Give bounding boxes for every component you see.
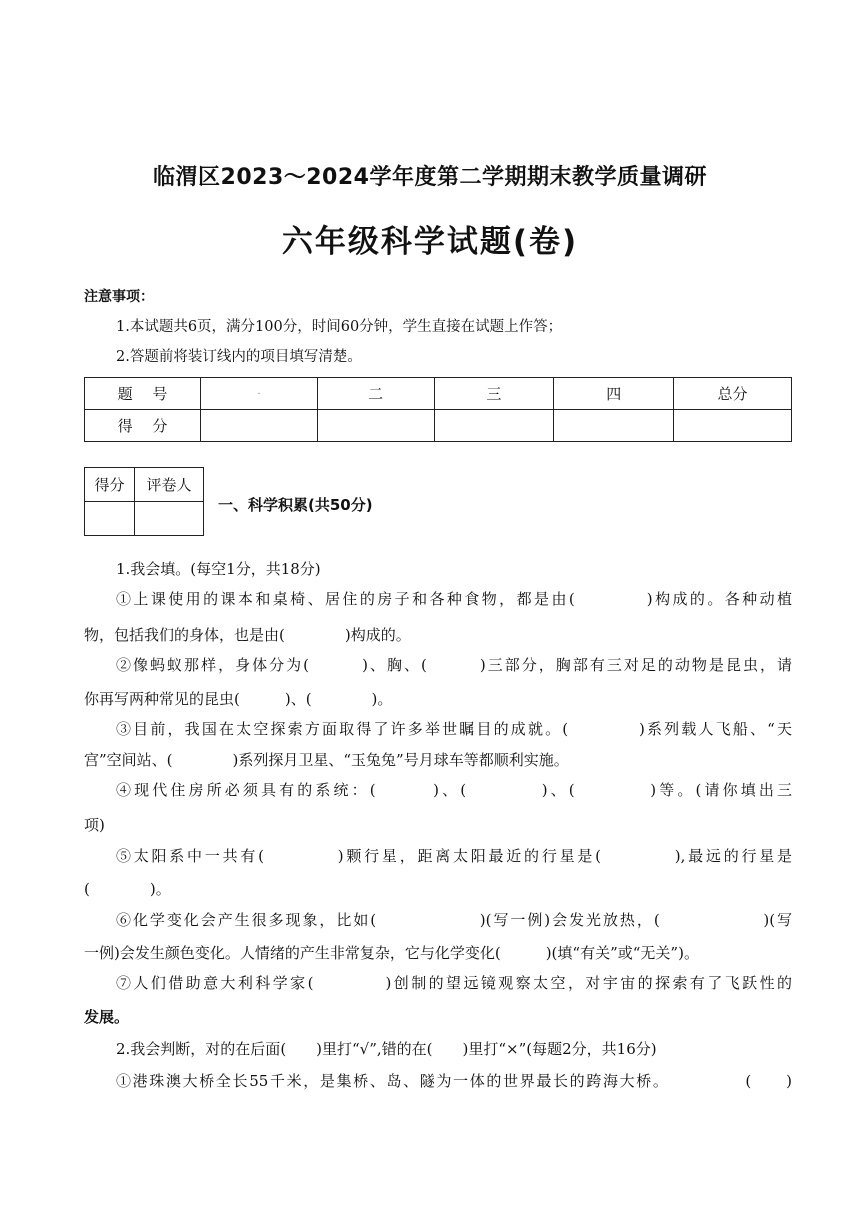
question-line: ④现代住房所必须具有的系统：( )、( )、( )等。(请你填出三 <box>116 781 792 799</box>
grader-name-label: 评卷人 <box>135 468 204 502</box>
question-line: 你再写两种常见的昆虫( )、( )。 <box>84 690 393 708</box>
notice-item: 1.本试题共6页，满分100分，时间60分钟，学生直接在试题上作答； <box>116 319 563 335</box>
score-table-score-row <box>85 410 792 442</box>
score-table-cell: 二 <box>317 378 434 410</box>
score-entry-cell[interactable] <box>674 410 792 442</box>
score-entry-cell[interactable] <box>434 410 554 442</box>
score-table-cell: - <box>201 378 318 410</box>
score-table-cell: 四 <box>554 378 674 410</box>
question-line: ①上课使用的课本和桌椅、居住的房子和各种食物，都是由( )构成的。各种动植 <box>116 590 792 608</box>
grader-table <box>84 467 204 536</box>
grader-score-label: 得分 <box>85 468 135 502</box>
question-line: ⑦人们借助意大利科学家( )创制的望远镜观察太空，对宇宙的探索有了飞跃性的 <box>116 974 792 992</box>
question-line: ②像蚂蚁那样，身体分为( )、胸、( )三部分，胸部有三对足的动物是昆虫，请 <box>116 656 792 674</box>
question-line: 发展。 <box>84 1008 130 1026</box>
question-line: 项) <box>84 816 105 834</box>
score-table-cell: 三 <box>434 378 554 410</box>
score-table-cell: 总分 <box>674 378 792 410</box>
score-entry-cell[interactable] <box>201 410 318 442</box>
question-line: 一例)会发生颜色变化。人情绪的产生非常复杂，它与化学变化( )(填“有关”或“无关”)。 <box>84 944 699 962</box>
score-table <box>84 377 792 442</box>
question-line: ⑤太阳系中一共有( )颗行星，距离太阳最近的行星是( ),最远的行星是 <box>116 847 792 865</box>
exam-title: 临渭区2023～2024学年度第二学期期末教学质量调研 <box>153 165 707 190</box>
notice-heading: 注意事项： <box>84 289 154 305</box>
question-line: ①港珠澳大桥全长55千米，是集桥、岛、隧为一体的世界最长的跨海大桥。 ( ) <box>116 1072 792 1090</box>
score-table-cell: 题 号 <box>85 378 201 410</box>
score-table-header-row <box>85 378 792 410</box>
question-line: 物，包括我们的身体，也是由( )构成的。 <box>84 626 411 644</box>
notice-item: 2.答题前将装订线内的项目填写清楚。 <box>116 349 362 365</box>
question-heading: 2.我会判断，对的在后面( )里打“√”,错的在( )里打“×”(每题2分，共16分) <box>116 1040 657 1058</box>
score-entry-cell[interactable] <box>317 410 434 442</box>
grader-name-entry[interactable] <box>135 502 204 536</box>
section-title: 一、科学积累(共50分) <box>218 496 373 514</box>
score-table-cell: 得 分 <box>85 410 201 442</box>
grader-score-entry[interactable] <box>85 502 135 536</box>
question-line: ( )。 <box>84 880 171 898</box>
question-line: 宫”空间站、( )系列探月卫星、“玉兔兔”号月球车等都顺利实施。 <box>84 751 569 769</box>
question-line: ⑥化学变化会产生很多现象，比如( )(写一例)会发光放热，( )(写 <box>116 911 792 929</box>
exam-subtitle: 六年级科学试题(卷) <box>281 224 579 260</box>
score-entry-cell[interactable] <box>554 410 674 442</box>
question-line: ③目前，我国在太空探索方面取得了许多举世瞩目的成就。( )系列载人飞船、“天 <box>116 720 792 738</box>
question-heading: 1.我会填。(每空1分，共18分) <box>116 560 321 578</box>
